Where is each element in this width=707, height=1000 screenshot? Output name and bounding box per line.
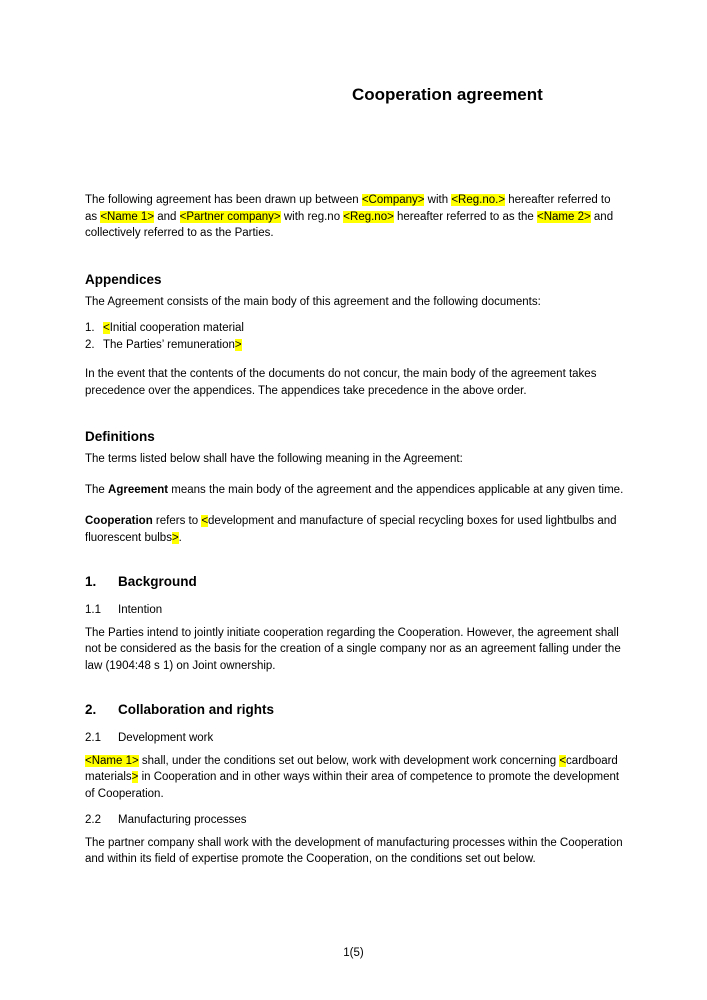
subsection-number: 1.1	[85, 604, 101, 616]
text-run: Initial cooperation material	[109, 322, 244, 334]
appendix-list-item	[85, 337, 625, 354]
text-run: with	[424, 194, 452, 206]
text-run: Cooperation	[85, 515, 153, 527]
highlighted-placeholder: <Name 2>	[537, 210, 591, 223]
appendix-list-item	[85, 320, 625, 337]
section-1-1-heading	[85, 602, 625, 619]
list-item-text	[103, 320, 244, 337]
intro-paragraph	[85, 192, 625, 242]
text-run: The Parties’ remuneration	[103, 338, 235, 351]
section-heading-text: Background	[118, 574, 197, 589]
cooperation-definition	[85, 513, 625, 546]
text-run: refers to	[152, 515, 202, 527]
highlighted-placeholder: <Name 1>	[100, 210, 155, 223]
text-run: means the main body of the agreement and the appendices applicable at any given time.	[168, 483, 624, 496]
highlighted-placeholder: >	[234, 338, 242, 351]
subsection-heading-text: Manufacturing processes	[118, 814, 247, 826]
section-2-2-body: The partner company shall work with the development of manufacturing processes within the Cooperation and within its field of expertise promote the Cooperation, on the conditions set out below.	[85, 836, 623, 865]
section-heading-text: Collaboration and rights	[118, 702, 275, 717]
text-run: with reg.no	[280, 210, 344, 223]
section-2-1-heading	[85, 730, 625, 747]
appendices-heading: Appendices	[85, 271, 162, 287]
appendices-note: In the event that the contents of the documents do not concur, the main body of the agreement takes precedence over the appendices. The appendices take precedence in the above order.	[85, 368, 597, 397]
list-item-number: 2.	[85, 338, 95, 351]
appendix-list	[85, 320, 625, 353]
text-run: and	[154, 210, 180, 223]
subsection-number: 2.1	[85, 732, 101, 744]
highlighted-placeholder: >	[171, 531, 179, 544]
highlighted-placeholder: >	[131, 771, 139, 783]
section-2-2-heading	[85, 812, 625, 829]
agreement-definition	[85, 482, 625, 499]
section-number: 1.	[85, 574, 97, 589]
section-2-heading	[85, 701, 625, 718]
page-number: 1(5)	[343, 947, 364, 959]
text-run: The following agreement has been drawn up between	[85, 194, 362, 206]
text-run: The	[85, 483, 109, 496]
definitions-lead: The terms listed below shall have the following meaning in the Agreement:	[85, 453, 463, 465]
text-run: shall, under the conditions set out below, work with development work concerning	[138, 754, 560, 767]
highlighted-placeholder: <Partner company>	[179, 210, 281, 223]
highlighted-placeholder: <Reg.no.>	[451, 194, 506, 206]
text-run: cardboard materials	[85, 754, 618, 783]
highlighted-placeholder: <	[559, 754, 567, 767]
text-run: in Cooperation and in other ways within their area of competence to promote the development of Cooperation.	[85, 771, 620, 800]
highlighted-placeholder: <	[201, 515, 209, 527]
text-run: development and manufacture of special recycling boxes for used lightbulbs and fluorescent bulbs	[85, 515, 617, 544]
document-title: Cooperation agreement	[352, 85, 543, 104]
highlighted-placeholder: <Reg.no>	[343, 210, 394, 223]
text-run: and collectively referred to as the Parties.	[85, 210, 614, 239]
section-number: 2.	[85, 702, 97, 717]
text-run: hereafter referred to as	[85, 194, 611, 223]
highlighted-placeholder: <Name 1>	[85, 754, 139, 767]
definitions-heading: Definitions	[85, 429, 155, 444]
list-item-number: 1.	[85, 322, 95, 334]
highlighted-placeholder: <	[103, 322, 110, 334]
text-run: Agreement	[108, 483, 169, 496]
list-item-text	[103, 337, 242, 354]
highlighted-placeholder: <Company>	[361, 194, 425, 206]
section-1-1-body: The Parties intend to jointly initiate cooperation regarding the Cooperation. However, the agreement shall not be considered as the basis for the creation of a single company nor as an agreement falling under the law (1904:48 s 1) on Joint ownership.	[85, 626, 621, 672]
appendices-lead: The Agreement consists of the main body of this agreement and the following documents:	[85, 295, 541, 308]
subsection-number: 2.2	[85, 814, 101, 826]
text-run: hereafter referred to as the	[393, 210, 538, 223]
text-run: .	[178, 531, 182, 544]
section-1-heading	[85, 573, 625, 590]
section-2-1-body	[85, 753, 625, 803]
subsection-heading-text: Development work	[118, 732, 214, 744]
subsection-heading-text: Intention	[118, 604, 163, 616]
